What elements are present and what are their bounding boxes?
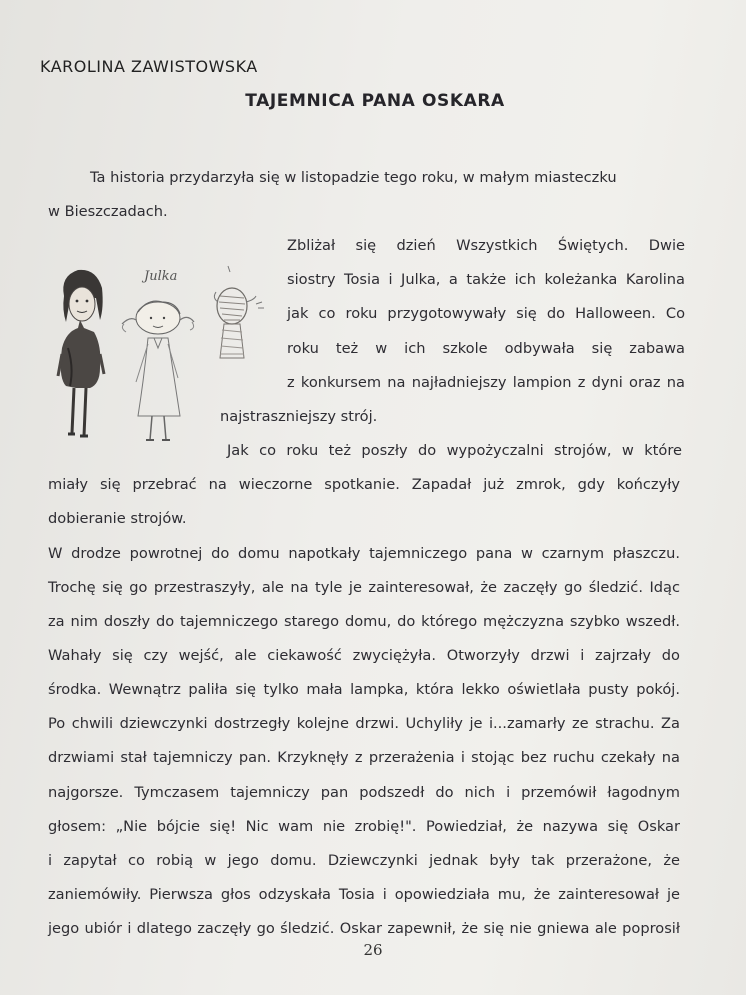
text-line-15: Wahały się czy wejść, ale ciekawość zwyciężyła. Otworzyły drzwi i zajrzały do	[48, 647, 680, 664]
text-line-17: Po chwili dziewczynki dostrzegły kolejne drzwi. Uchyliły je i...zamarły ze strachu. Za	[48, 715, 680, 732]
text-line-6: roku też w ich szkole odbywała się zabawa	[287, 340, 685, 357]
girl-right-figure	[214, 266, 264, 358]
text-line-9: Jak co roku też poszły do wypożyczalni strojów, w które	[227, 442, 682, 459]
text-line-14: za nim doszły do tajemniczego starego domu, do którego mężczyzna szybko wszedł.	[48, 613, 680, 630]
text-line-20: głosem: „Nie bójcie się! Nic wam nie zrobię!". Powiedział, że nazywa się Oskar	[48, 818, 680, 835]
text-line-3: Zbliżał się dzień Wszystkich Świętych. Dwie	[287, 237, 685, 254]
text-line-16: środka. Wewnątrz paliła się tylko mała lampka, która lekko oświetlała pusty pokój.	[48, 681, 680, 698]
author-name: KAROLINA ZAWISTOWSKA	[40, 57, 258, 76]
text-line-2: w Bieszczadach.	[48, 203, 168, 220]
text-line-12: W drodze powrotnej do domu napotkały tajemniczego pana w czarnym płaszczu.	[48, 545, 680, 562]
text-line-8: najstraszniejszy strój.	[220, 408, 378, 425]
text-line-7: z konkursem na najładniejszy lampion z dyni oraz na	[287, 374, 685, 391]
text-line-21: i zapytał co robią w jego domu. Dziewczynki jednak były tak przerażone, że	[48, 852, 680, 869]
text-line-4: siostry Tosia i Julka, a także ich koleżanka Karolina	[287, 271, 685, 288]
text-line-13: Trochę się go przestraszyły, ale na tyle je zainteresował, że zaczęły go śledzić. Idąc	[48, 579, 680, 596]
story-title: TAJEMNICA PANA OSKARA	[245, 91, 505, 111]
text-line-18: drzwiami stał tajemniczy pan. Krzyknęły z przerażenia i stojąc bez ruchu czekały na	[48, 749, 680, 766]
drawing-caption: Julka	[144, 269, 178, 284]
text-line-1: Ta historia przydarzyła się w listopadzie tego roku, w małym miasteczku	[90, 169, 617, 186]
children-drawing-illustration	[44, 258, 274, 448]
text-line-23: jego ubiór i dlatego zaczęły go śledzić. Oskar zapewnił, że się nie gniewa ale poprosił	[48, 920, 680, 937]
text-line-10: miały się przebrać na wieczorne spotkanie. Zapadał już zmrok, gdy kończyły	[48, 476, 680, 493]
text-line-22: zaniemówiły. Pierwsza głos odzyskała Tosia i opowiedziała mu, że zainteresował je	[48, 886, 680, 903]
text-line-5: jak co roku przygotowywały się do Halloween. Co	[287, 305, 685, 322]
text-line-19: najgorsze. Tymczasem tajemniczy pan podszedł do nich i przemówił łagodnym	[48, 784, 680, 801]
girl-middle-figure	[122, 269, 194, 440]
girl-left-figure	[58, 270, 104, 436]
page-number: 26	[363, 941, 383, 959]
text-line-11: dobieranie strojów.	[48, 510, 187, 527]
